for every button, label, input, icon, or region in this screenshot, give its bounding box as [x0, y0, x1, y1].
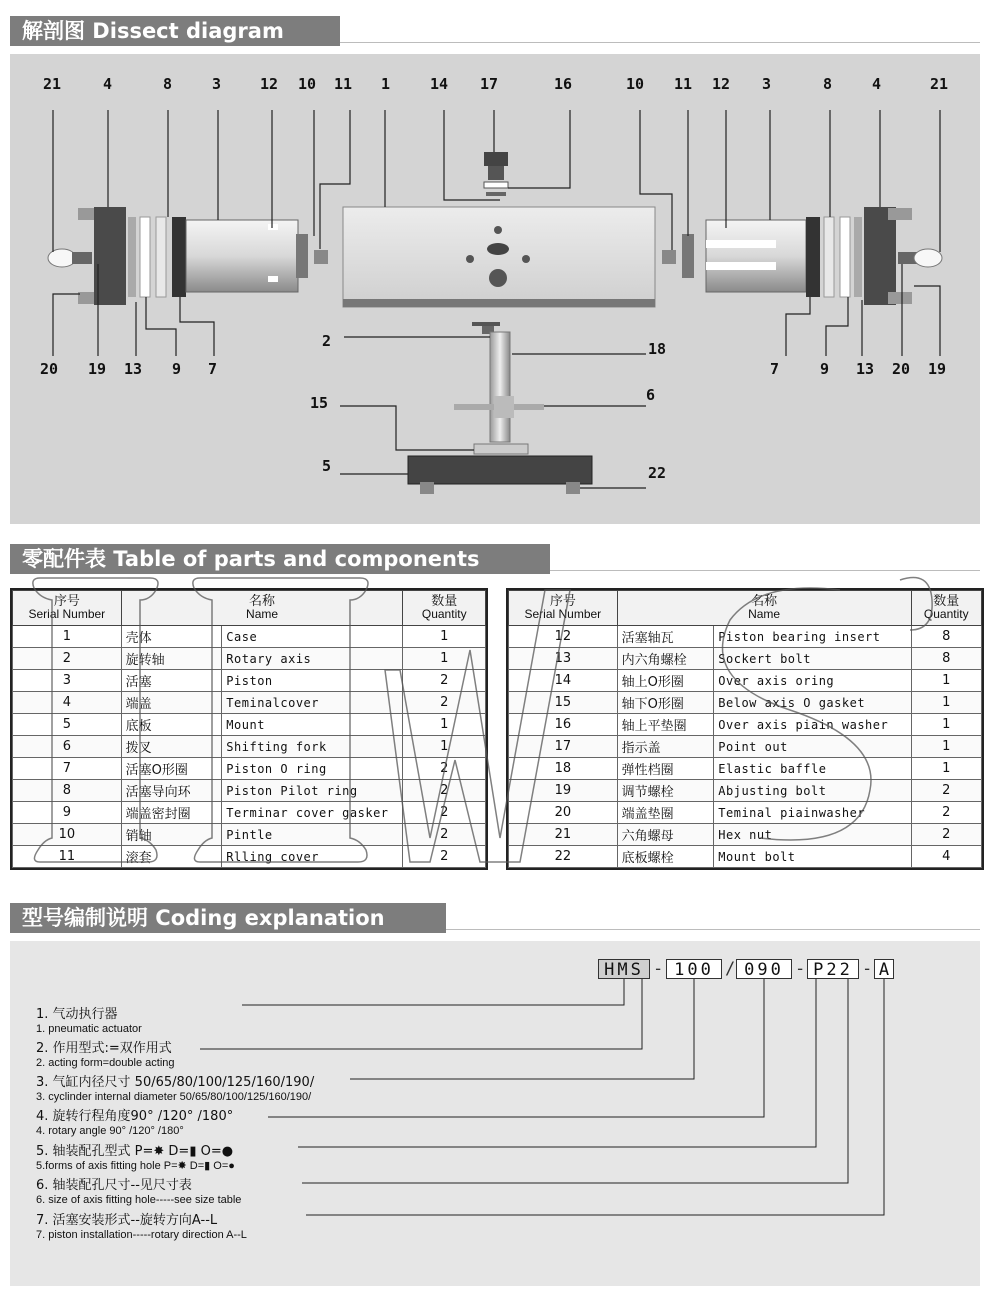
name-zh-cell: 轴上O形圈	[617, 670, 714, 692]
name-en-cell: Teminal piainwasher	[714, 802, 911, 824]
coding-header-rule	[446, 929, 980, 930]
parts-table-left	[10, 588, 488, 870]
callout-7-left: 7	[208, 360, 218, 378]
callout-11-right: 11	[674, 75, 693, 93]
serial-cell: 14	[509, 670, 618, 692]
callout-19-left: 19	[88, 360, 107, 378]
quantity-cell: 2	[403, 846, 486, 868]
table-row	[509, 670, 982, 692]
callout-4-right: 4	[872, 75, 882, 93]
name-zh-cell: 活塞导向环	[121, 780, 222, 802]
table-row	[13, 736, 486, 758]
parts-left-body	[13, 626, 486, 868]
name-en-cell: Mount bolt	[714, 846, 911, 868]
serial-cell: 22	[509, 846, 618, 868]
table-row	[509, 780, 982, 802]
quantity-cell: 2	[403, 780, 486, 802]
name-en-cell: Abjusting bolt	[714, 780, 911, 802]
name-zh-cell: 弹性档圈	[617, 758, 714, 780]
table-row	[509, 824, 982, 846]
table-row	[13, 626, 486, 648]
serial-cell: 3	[13, 670, 122, 692]
actuator-case	[343, 207, 655, 307]
quantity-cell: 2	[911, 802, 981, 824]
name-zh-cell: 轴上平垫圈	[617, 714, 714, 736]
coding-item-2: 2. 作用型式:=双作用式 2. acting form=double acting	[36, 1041, 175, 1069]
quantity-cell: 1	[403, 714, 486, 736]
quantity-cell: 2	[911, 780, 981, 802]
col-header-quantity: 数量 Quantity	[403, 591, 486, 626]
name-en-cell: Piston O ring	[222, 758, 403, 780]
quantity-cell: 1	[911, 692, 981, 714]
name-zh-cell: 端盖密封圈	[121, 802, 222, 824]
callout-10-right: 10	[626, 75, 645, 93]
name-en-cell: Elastic baffle	[714, 758, 911, 780]
name-zh-cell: 六角螺母	[617, 824, 714, 846]
left-cylinder-assembly	[48, 207, 328, 305]
callout-6: 6	[646, 386, 656, 404]
callout-12-right: 12	[712, 75, 731, 93]
name-en-cell: Rlling cover	[222, 846, 403, 868]
name-zh-cell: 调节螺栓	[617, 780, 714, 802]
quantity-cell: 1	[403, 626, 486, 648]
callout-2: 2	[322, 332, 332, 350]
name-zh-cell: 底板螺栓	[617, 846, 714, 868]
table-row	[13, 648, 486, 670]
table-row	[509, 626, 982, 648]
indicator-cap	[484, 152, 508, 196]
dissect-section-header: 解剖图 Dissect diagram	[10, 16, 340, 46]
callout-4-left: 4	[103, 75, 113, 93]
coding-section-header: 型号编制说明 Coding explanation	[10, 903, 446, 933]
code-segment-series: HMS	[598, 959, 650, 979]
table-row	[509, 648, 982, 670]
name-zh-cell: 底板	[121, 714, 222, 736]
callout-5: 5	[322, 457, 332, 475]
serial-cell: 4	[13, 692, 122, 714]
callout-17: 17	[480, 75, 499, 93]
coding-item-1: 1. 气动执行器 1. pneumatic actuator	[36, 1007, 142, 1035]
callout-21-left: 21	[43, 75, 62, 93]
name-en-cell: Pintle	[222, 824, 403, 846]
callout-18: 18	[648, 340, 667, 358]
table-row	[509, 846, 982, 868]
parts-table-right	[506, 588, 984, 870]
quantity-cell: 2	[403, 758, 486, 780]
code-segment-diameter: 100	[666, 959, 722, 979]
code-segment-hole: P22	[807, 959, 859, 979]
coding-panel	[10, 941, 980, 1286]
quantity-cell: 1	[911, 758, 981, 780]
name-en-cell: Piston	[222, 670, 403, 692]
name-en-cell: Mount	[222, 714, 403, 736]
dissect-header-rule	[340, 42, 980, 43]
name-zh-cell: 销轴	[121, 824, 222, 846]
callout-20-left: 20	[40, 360, 59, 378]
table-row	[509, 758, 982, 780]
callout-3-left: 3	[212, 75, 222, 93]
name-en-cell: Case	[222, 626, 403, 648]
table-row	[13, 670, 486, 692]
quantity-cell: 2	[403, 692, 486, 714]
col-header-serial: 序号 Serial Number	[13, 591, 122, 626]
table-row	[509, 802, 982, 824]
serial-cell: 19	[509, 780, 618, 802]
name-en-cell: Over axis piain washer	[714, 714, 911, 736]
serial-cell: 2	[13, 648, 122, 670]
callout-10-left: 10	[298, 75, 317, 93]
table-row	[13, 824, 486, 846]
serial-cell: 15	[509, 692, 618, 714]
callout-3-right: 3	[762, 75, 772, 93]
name-en-cell: Point out	[714, 736, 911, 758]
code-separator: -	[862, 959, 873, 979]
table-row	[13, 780, 486, 802]
name-zh-cell: 内六角螺栓	[617, 648, 714, 670]
right-cylinder-assembly	[662, 207, 942, 305]
name-zh-cell: 壳体	[121, 626, 222, 648]
name-en-cell: Teminalcover	[222, 692, 403, 714]
coding-item-5: 5. 轴装配孔型式 P=✸ D=▮ O=● 5.forms of axis fitting hole P=✸ D=▮ O=●	[36, 1144, 235, 1172]
serial-cell: 16	[509, 714, 618, 736]
quantity-cell: 1	[911, 736, 981, 758]
callout-20-right: 20	[892, 360, 911, 378]
table-row	[509, 714, 982, 736]
serial-cell: 18	[509, 758, 618, 780]
callout-13-left: 13	[124, 360, 143, 378]
callout-15: 15	[310, 394, 329, 412]
name-zh-cell: 活塞轴瓦	[617, 626, 714, 648]
callout-9-right: 9	[820, 360, 830, 378]
callout-16: 16	[554, 75, 573, 93]
name-zh-cell: 端盖	[121, 692, 222, 714]
name-en-cell: Hex nut	[714, 824, 911, 846]
coding-item-3: 3. 气缸内径尺寸 50/65/80/100/125/160/190/ 3. cyclinder internal diameter 50/65/80/100/125/160/190/	[36, 1075, 315, 1103]
serial-cell: 20	[509, 802, 618, 824]
callout-19-right: 19	[928, 360, 947, 378]
callout-8-left: 8	[163, 75, 173, 93]
quantity-cell: 2	[911, 824, 981, 846]
name-zh-cell: 指示盖	[617, 736, 714, 758]
col-header-name: 名称 Name	[617, 591, 911, 626]
name-zh-cell: 活塞	[121, 670, 222, 692]
callout-22: 22	[648, 464, 667, 482]
serial-cell: 11	[13, 846, 122, 868]
quantity-cell: 8	[911, 648, 981, 670]
name-en-cell: Shifting fork	[222, 736, 403, 758]
name-en-cell: Sockert bolt	[714, 648, 911, 670]
coding-item-4: 4. 旋转行程角度90° /120° /180° 4. rotary angle 90° /120° /180°	[36, 1109, 234, 1137]
quantity-cell: 1	[403, 648, 486, 670]
callouts-bottom-right	[770, 360, 946, 378]
name-zh-cell: 滚套	[121, 846, 222, 868]
name-en-cell: Terminar cover gasker	[222, 802, 403, 824]
callouts-top	[43, 75, 948, 93]
name-en-cell: Piston Pilot ring	[222, 780, 403, 802]
serial-cell: 9	[13, 802, 122, 824]
serial-cell: 5	[13, 714, 122, 736]
callout-14: 14	[430, 75, 449, 93]
parts-header-rule	[550, 570, 980, 571]
callout-12-left: 12	[260, 75, 279, 93]
quantity-cell: 1	[911, 670, 981, 692]
table-row	[13, 692, 486, 714]
name-zh-cell: 拨叉	[121, 736, 222, 758]
callout-7-right: 7	[770, 360, 780, 378]
quantity-cell: 1	[911, 714, 981, 736]
callout-21-right: 21	[930, 75, 949, 93]
col-header-name: 名称 Name	[121, 591, 403, 626]
serial-cell: 7	[13, 758, 122, 780]
name-zh-cell: 端盖垫圈	[617, 802, 714, 824]
code-segment-installation: A	[874, 959, 894, 979]
dissect-diagram	[10, 54, 980, 524]
code-segment-angle: 090	[736, 959, 792, 979]
table-row	[13, 758, 486, 780]
name-zh-cell: 活塞O形圈	[121, 758, 222, 780]
serial-cell: 13	[509, 648, 618, 670]
serial-cell: 1	[13, 626, 122, 648]
coding-item-6: 6. 轴装配孔尺寸--见尺寸表 6. size of axis fitting hole-----see size table	[36, 1178, 242, 1206]
code-separator: -	[653, 959, 664, 979]
quantity-cell: 2	[403, 670, 486, 692]
callout-1: 1	[381, 75, 391, 93]
callout-8-right: 8	[823, 75, 833, 93]
col-header-serial: 序号 Serial Number	[509, 591, 618, 626]
table-row	[509, 692, 982, 714]
table-row	[13, 714, 486, 736]
name-en-cell: Piston bearing insert	[714, 626, 911, 648]
serial-cell: 17	[509, 736, 618, 758]
name-zh-cell: 旋转轴	[121, 648, 222, 670]
exploded-view-drawing	[10, 54, 980, 524]
coding-item-7: 7. 活塞安装形式--旋转方向A--L 7. piston installation-----rotary direction A--L	[36, 1213, 247, 1241]
name-en-cell: Below axis O gasket	[714, 692, 911, 714]
table-row	[509, 736, 982, 758]
name-en-cell: Over axis oring	[714, 670, 911, 692]
name-en-cell: Rotary axis	[222, 648, 403, 670]
parts-section-header: 零配件表 Table of parts and components	[10, 544, 550, 574]
quantity-cell: 2	[403, 802, 486, 824]
callout-9-left: 9	[172, 360, 182, 378]
table-row	[13, 846, 486, 868]
serial-cell: 21	[509, 824, 618, 846]
callout-11-left: 11	[334, 75, 353, 93]
col-header-quantity: 数量 Quantity	[911, 591, 981, 626]
quantity-cell: 4	[911, 846, 981, 868]
serial-cell: 8	[13, 780, 122, 802]
quantity-cell: 2	[403, 824, 486, 846]
rotary-shaft-and-mount	[408, 322, 592, 494]
table-row	[13, 802, 486, 824]
name-zh-cell: 轴下O形圈	[617, 692, 714, 714]
parts-right-body	[509, 626, 982, 868]
quantity-cell: 1	[403, 736, 486, 758]
serial-cell: 12	[509, 626, 618, 648]
callouts-bottom-left	[40, 360, 217, 378]
quantity-cell: 8	[911, 626, 981, 648]
callout-13-right: 13	[856, 360, 875, 378]
code-separator: /	[725, 959, 736, 979]
code-separator: -	[795, 959, 806, 979]
serial-cell: 6	[13, 736, 122, 758]
serial-cell: 10	[13, 824, 122, 846]
